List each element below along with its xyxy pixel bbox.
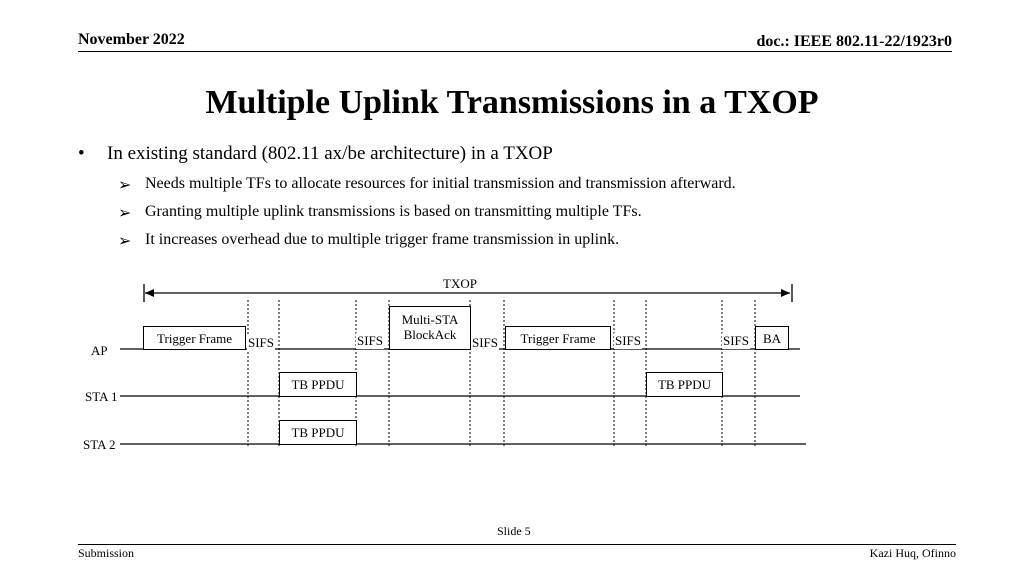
header-doc-id: doc.: IEEE 802.11-22/1923r0	[756, 33, 952, 50]
tb-ppdu-sta1-first: TB PPDU	[279, 372, 357, 397]
bullet-text: In existing standard (802.11 ax/be architecture) in a TXOP	[107, 143, 553, 164]
sifs-label-4: SIFS	[615, 333, 642, 348]
footer-submission: Submission	[78, 546, 135, 560]
sub-bullet-3: It increases overhead due to multiple trigger frame transmission in uplink.	[145, 231, 620, 248]
sifs-label-2: SIFS	[357, 333, 384, 348]
ba-frame: BA	[755, 326, 789, 350]
arrow-bullet-icon: ➢	[118, 233, 132, 250]
header-date: November 2022	[78, 31, 185, 48]
txop-left-arrowhead	[145, 289, 154, 297]
bullet-marker: •	[78, 143, 85, 164]
footer-author: Kazi Huq, Ofinno	[869, 546, 956, 560]
sifs-label-1: SIFS	[248, 335, 275, 350]
sifs-label-5: SIFS	[723, 333, 750, 348]
tb-ppdu-sta2: TB PPDU	[279, 420, 357, 445]
blockack-line-2: BlockAck	[403, 327, 457, 342]
row-label-sta2: STA 2	[83, 437, 116, 452]
txop-label: TXOP	[443, 276, 477, 291]
row-label-sta1: STA 1	[85, 389, 118, 404]
row-label-ap: AP	[91, 343, 108, 358]
tb-ppdu-sta1-second: TB PPDU	[646, 372, 723, 397]
multi-sta-blockack-frame	[389, 306, 471, 350]
trigger-frame-1: Trigger Frame	[143, 326, 246, 350]
trigger-frame-2: Trigger Frame	[505, 326, 611, 350]
footer-rule	[78, 544, 956, 545]
blockack-line-1: Multi-STA	[401, 312, 459, 327]
sub-bullet-2: Granting multiple uplink transmissions is based on transmitting multiple TFs.	[145, 203, 642, 220]
arrow-bullet-icon: ➢	[118, 205, 132, 222]
sifs-label-3: SIFS	[472, 335, 499, 350]
slide-number: Slide 5	[497, 524, 531, 538]
arrow-bullet-icon: ➢	[118, 177, 132, 194]
txop-right-arrowhead	[781, 289, 790, 297]
sub-bullet-1: Needs multiple TFs to allocate resources for initial transmission and transmission afterward.	[145, 175, 736, 192]
slide-title: Multiple Uplink Transmissions in a TXOP	[205, 84, 819, 121]
